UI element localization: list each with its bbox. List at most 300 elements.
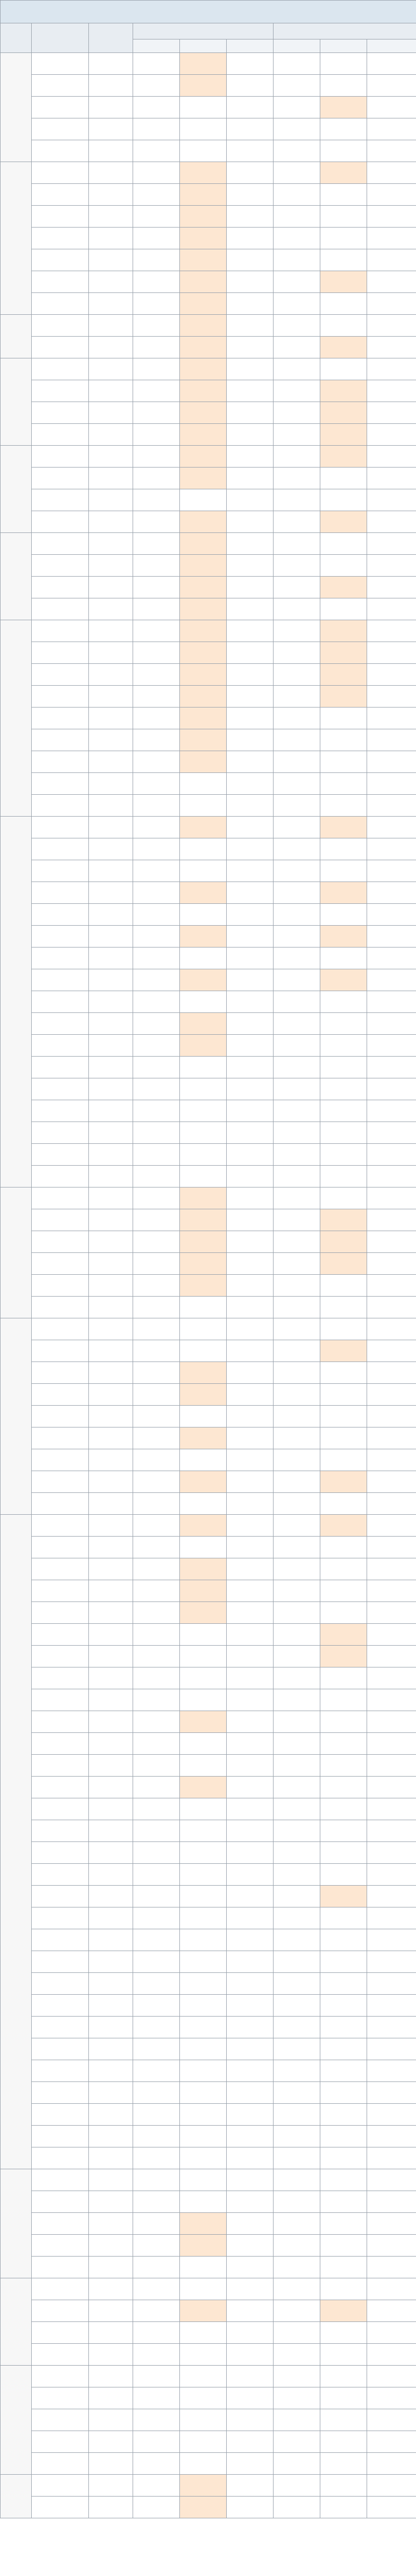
gov-cell <box>89 1493 133 1515</box>
plan-2023-boarding-cell <box>274 2475 320 2497</box>
plan-2023-cell <box>133 860 180 882</box>
result-2023-cell <box>180 773 227 795</box>
result-2023-cell <box>180 315 227 337</box>
result-2022-cell <box>227 184 274 206</box>
plan-2023-cell <box>133 817 180 838</box>
school-cell <box>32 1842 89 1864</box>
school-cell <box>32 1340 89 1362</box>
school-cell <box>32 2431 89 2453</box>
result-2022-boarding-cell <box>367 2409 416 2431</box>
table-row <box>1 358 416 380</box>
gov-cell <box>89 2409 133 2431</box>
gov-cell <box>89 882 133 904</box>
school-cell <box>32 1449 89 1471</box>
plan-2023-cell <box>133 228 180 249</box>
plan-2023-boarding-cell <box>274 1820 320 1842</box>
result-2023-cell <box>180 2213 227 2235</box>
school-cell <box>32 533 89 555</box>
table-row <box>1 1122 416 1144</box>
plan-2023-boarding-cell <box>274 97 320 118</box>
school-cell <box>32 1558 89 1580</box>
result-2023-cell <box>180 424 227 446</box>
gov-cell <box>89 337 133 358</box>
table-row <box>1 2497 416 2518</box>
gov-cell <box>89 2017 133 2038</box>
result-2022-cell <box>227 1537 274 1558</box>
table-row <box>1 2278 416 2300</box>
result-2023-cell <box>180 2453 227 2475</box>
table-row <box>1 1297 416 1318</box>
school-cell <box>32 2366 89 2387</box>
plan-2023-boarding-cell <box>274 773 320 795</box>
plan-2023-cell <box>133 1471 180 1493</box>
district-cell <box>1 358 32 446</box>
plan-2023-cell <box>133 664 180 686</box>
plan-2023-boarding-cell <box>274 1733 320 1755</box>
result-2023-cell <box>180 2191 227 2213</box>
school-cell <box>32 773 89 795</box>
plan-2023-boarding-cell <box>274 2017 320 2038</box>
school-cell <box>32 1231 89 1253</box>
gov-cell <box>89 1580 133 1602</box>
gov-cell <box>89 424 133 446</box>
result-2022-boarding-cell <box>367 1144 416 1166</box>
gov-cell <box>89 1842 133 1864</box>
result-2022-boarding-cell <box>367 533 416 555</box>
plan-2023-boarding-cell <box>274 402 320 424</box>
district-cell <box>1 446 32 533</box>
school-cell <box>32 468 89 489</box>
result-2022-boarding-cell <box>367 1886 416 1907</box>
result-2022-cell <box>227 1711 274 1733</box>
result-2023-boarding-cell <box>320 1907 367 1929</box>
result-2022-boarding-cell <box>367 1995 416 2017</box>
gov-cell <box>89 773 133 795</box>
table-row <box>1 337 416 358</box>
gov-cell <box>89 1689 133 1711</box>
school-cell <box>32 1057 89 1078</box>
plan-2023-cell <box>133 1100 180 1122</box>
result-2023-cell <box>180 2126 227 2147</box>
school-cell <box>32 53 89 75</box>
result-2022-cell <box>227 1995 274 2017</box>
district-cell <box>1 1187 32 1318</box>
plan-2023-boarding-cell <box>274 1340 320 1362</box>
result-2023-boarding-cell <box>320 228 367 249</box>
school-cell <box>32 947 89 969</box>
plan-2023-boarding-cell <box>274 598 320 620</box>
header-seq <box>1 23 32 53</box>
plan-2023-cell <box>133 2060 180 2082</box>
table-row <box>1 2344 416 2366</box>
plan-2023-cell <box>133 926 180 947</box>
result-2023-boarding-cell <box>320 1449 367 1471</box>
table-row <box>1 991 416 1013</box>
gov-cell <box>89 947 133 969</box>
plan-2023-boarding-cell <box>274 2169 320 2191</box>
result-2022-cell <box>227 1646 274 1667</box>
result-2023-cell <box>180 1689 227 1711</box>
result-2022-cell <box>227 1798 274 1820</box>
plan-2023-boarding-cell <box>274 1515 320 1537</box>
plan-2023-cell <box>133 686 180 708</box>
result-2023-cell <box>180 358 227 380</box>
result-2023-boarding-cell <box>320 773 367 795</box>
header-group-zhusu <box>274 23 416 39</box>
result-2022-cell <box>227 1624 274 1646</box>
plan-2023-cell <box>133 1907 180 1929</box>
result-2023-cell <box>180 446 227 468</box>
result-2022-boarding-cell <box>367 1013 416 1035</box>
plan-2023-boarding-cell <box>274 2147 320 2169</box>
plan-2023-cell <box>133 1646 180 1667</box>
plan-2023-cell <box>133 795 180 817</box>
plan-2023-cell <box>133 140 180 162</box>
subheader-result-2022 <box>227 39 274 53</box>
result-2022-boarding-cell <box>367 2453 416 2475</box>
plan-2023-cell <box>133 751 180 773</box>
plan-2023-boarding-cell <box>274 184 320 206</box>
school-cell <box>32 424 89 446</box>
table-row <box>1 1362 416 1384</box>
plan-2023-cell <box>133 315 180 337</box>
result-2023-cell <box>180 206 227 228</box>
result-2022-boarding-cell <box>367 1253 416 1275</box>
plan-2023-cell <box>133 2235 180 2257</box>
result-2022-boarding-cell <box>367 577 416 598</box>
table-row <box>1 1013 416 1035</box>
plan-2023-cell <box>133 1427 180 1449</box>
result-2022-boarding-cell <box>367 1602 416 1624</box>
result-2023-cell <box>180 2278 227 2300</box>
table-row <box>1 1602 416 1624</box>
result-2022-boarding-cell <box>367 75 416 97</box>
result-2023-cell <box>180 1122 227 1144</box>
result-2022-cell <box>227 598 274 620</box>
plan-2023-boarding-cell <box>274 1253 320 1275</box>
gov-cell <box>89 1209 133 1231</box>
result-2023-boarding-cell <box>320 620 367 642</box>
result-2022-cell <box>227 1733 274 1755</box>
result-2023-boarding-cell <box>320 577 367 598</box>
school-cell <box>32 402 89 424</box>
result-2022-cell <box>227 358 274 380</box>
result-2022-boarding-cell <box>367 1711 416 1733</box>
school-cell <box>32 446 89 468</box>
result-2023-cell <box>180 337 227 358</box>
gov-cell <box>89 1733 133 1755</box>
gov-cell <box>89 1755 133 1777</box>
result-2023-boarding-cell <box>320 2235 367 2257</box>
plan-2023-boarding-cell <box>274 1471 320 1493</box>
result-2022-boarding-cell <box>367 1166 416 1187</box>
result-2023-boarding-cell <box>320 1602 367 1624</box>
result-2022-boarding-cell <box>367 1275 416 1297</box>
plan-2023-boarding-cell <box>274 686 320 708</box>
result-2022-cell <box>227 2235 274 2257</box>
table-row <box>1 228 416 249</box>
school-cell <box>32 1907 89 1929</box>
result-2023-cell <box>180 1558 227 1580</box>
result-2022-cell <box>227 402 274 424</box>
plan-2023-cell <box>133 2344 180 2366</box>
school-cell <box>32 838 89 860</box>
plan-2023-cell <box>133 620 180 642</box>
result-2023-cell <box>180 53 227 75</box>
gov-cell <box>89 1711 133 1733</box>
result-2022-cell <box>227 1253 274 1275</box>
result-2023-cell <box>180 2169 227 2191</box>
school-cell <box>32 1798 89 1820</box>
result-2023-cell <box>180 1187 227 1209</box>
result-2023-cell <box>180 1144 227 1166</box>
plan-2023-cell <box>133 1711 180 1733</box>
plan-2023-boarding-cell <box>274 1667 320 1689</box>
school-cell <box>32 2322 89 2344</box>
result-2022-cell <box>227 555 274 577</box>
table-row <box>1 1187 416 1209</box>
result-2022-boarding-cell <box>367 991 416 1013</box>
school-cell <box>32 2344 89 2366</box>
school-cell <box>32 271 89 293</box>
plan-2023-cell <box>133 1013 180 1035</box>
result-2023-boarding-cell <box>320 1667 367 1689</box>
plan-2023-boarding-cell <box>274 337 320 358</box>
plan-2023-cell <box>133 1580 180 1602</box>
plan-2023-cell <box>133 1057 180 1078</box>
result-2023-cell <box>180 555 227 577</box>
result-2022-cell <box>227 2082 274 2104</box>
plan-2023-cell <box>133 1602 180 1624</box>
gov-cell <box>89 1624 133 1646</box>
table-row <box>1 926 416 947</box>
result-2023-boarding-cell <box>320 947 367 969</box>
result-2022-boarding-cell <box>367 2104 416 2126</box>
gov-cell <box>89 1667 133 1689</box>
result-2023-cell <box>180 577 227 598</box>
result-2023-boarding-cell <box>320 1864 367 1886</box>
plan-2023-cell <box>133 2453 180 2475</box>
result-2023-cell <box>180 751 227 773</box>
result-2022-cell <box>227 1013 274 1035</box>
gov-cell <box>89 729 133 751</box>
plan-2023-boarding-cell <box>274 53 320 75</box>
gov-cell <box>89 860 133 882</box>
gov-cell <box>89 1886 133 1907</box>
result-2022-boarding-cell <box>367 1209 416 1231</box>
gov-cell <box>89 1929 133 1951</box>
school-cell <box>32 1493 89 1515</box>
result-2022-cell <box>227 838 274 860</box>
plan-2023-boarding-cell <box>274 511 320 533</box>
plan-2023-cell <box>133 1231 180 1253</box>
table-row <box>1 773 416 795</box>
result-2023-boarding-cell <box>320 1013 367 1035</box>
plan-2023-boarding-cell <box>274 1537 320 1558</box>
table-row <box>1 1995 416 2017</box>
result-2023-cell <box>180 1384 227 1406</box>
plan-2023-boarding-cell <box>274 1864 320 1886</box>
plan-2023-boarding-cell <box>274 1449 320 1471</box>
school-cell <box>32 315 89 337</box>
district-cell <box>1 53 32 162</box>
result-2023-boarding-cell <box>320 1537 367 1558</box>
result-2022-boarding-cell <box>367 184 416 206</box>
result-2023-boarding-cell <box>320 729 367 751</box>
plan-2023-cell <box>133 511 180 533</box>
gov-cell <box>89 620 133 642</box>
school-cell <box>32 1646 89 1667</box>
result-2022-boarding-cell <box>367 358 416 380</box>
result-2023-boarding-cell <box>320 140 367 162</box>
result-2022-boarding-cell <box>367 2344 416 2366</box>
plan-2023-cell <box>133 424 180 446</box>
school-cell <box>32 1755 89 1777</box>
plan-2023-cell <box>133 184 180 206</box>
result-2022-boarding-cell <box>367 402 416 424</box>
table-row <box>1 1035 416 1057</box>
plan-2023-boarding-cell <box>274 2235 320 2257</box>
result-2023-cell <box>180 1406 227 1427</box>
result-2023-cell <box>180 1515 227 1537</box>
result-2022-boarding-cell <box>367 1362 416 1384</box>
plan-2023-boarding-cell <box>274 2431 320 2453</box>
gov-cell <box>89 1558 133 1580</box>
school-cell <box>32 1297 89 1318</box>
result-2022-boarding-cell <box>367 1515 416 1537</box>
result-2023-cell <box>180 184 227 206</box>
result-2023-boarding-cell <box>320 1624 367 1646</box>
result-2023-cell <box>180 1427 227 1449</box>
plan-2023-boarding-cell <box>274 1798 320 1820</box>
result-2023-boarding-cell <box>320 642 367 664</box>
result-2023-cell <box>180 686 227 708</box>
result-2023-boarding-cell <box>320 598 367 620</box>
school-cell <box>32 1427 89 1449</box>
result-2022-boarding-cell <box>367 1406 416 1427</box>
gov-cell <box>89 511 133 533</box>
result-2023-boarding-cell <box>320 249 367 271</box>
result-2023-cell <box>180 1820 227 1842</box>
table-row <box>1 1537 416 1558</box>
result-2023-boarding-cell <box>320 1057 367 1078</box>
gov-cell <box>89 2387 133 2409</box>
result-2023-cell <box>180 1842 227 1864</box>
school-cell <box>32 1537 89 1558</box>
plan-2023-cell <box>133 1122 180 1144</box>
result-2022-boarding-cell <box>367 1755 416 1777</box>
result-2023-boarding-cell <box>320 511 367 533</box>
result-2023-cell <box>180 1733 227 1755</box>
result-2022-boarding-cell <box>367 162 416 184</box>
table-row <box>1 118 416 140</box>
result-2023-cell <box>180 1711 227 1733</box>
result-2023-boarding-cell <box>320 533 367 555</box>
school-cell <box>32 162 89 184</box>
school-cell <box>32 1733 89 1755</box>
table-row <box>1 140 416 162</box>
plan-2023-boarding-cell <box>274 489 320 511</box>
plan-2023-boarding-cell <box>274 2409 320 2431</box>
school-cell <box>32 380 89 402</box>
result-2022-boarding-cell <box>367 2147 416 2169</box>
result-2022-boarding-cell <box>367 1558 416 1580</box>
table-row <box>1 1449 416 1471</box>
plan-2023-cell <box>133 402 180 424</box>
plan-2023-cell <box>133 2191 180 2213</box>
result-2023-cell <box>180 1646 227 1667</box>
gov-cell <box>89 795 133 817</box>
result-2022-boarding-cell <box>367 2082 416 2104</box>
plan-2023-cell <box>133 947 180 969</box>
table-row <box>1 795 416 817</box>
school-cell <box>32 991 89 1013</box>
result-2023-cell <box>180 598 227 620</box>
table-row <box>1 249 416 271</box>
plan-2023-boarding-cell <box>274 380 320 402</box>
gov-cell <box>89 1907 133 1929</box>
plan-2023-cell <box>133 1798 180 1820</box>
result-2022-boarding-cell <box>367 1297 416 1318</box>
table-row <box>1 1471 416 1493</box>
table-row <box>1 1078 416 1100</box>
plan-2023-boarding-cell <box>274 2126 320 2147</box>
table-row <box>1 75 416 97</box>
result-2023-boarding-cell <box>320 904 367 926</box>
result-2022-boarding-cell <box>367 1580 416 1602</box>
table-row <box>1 1275 416 1297</box>
result-2023-cell <box>180 795 227 817</box>
school-cell <box>32 1100 89 1122</box>
result-2023-cell <box>180 1493 227 1515</box>
gov-cell <box>89 118 133 140</box>
school-cell <box>32 2453 89 2475</box>
plan-2023-boarding-cell <box>274 2366 320 2387</box>
subheader-plan-2023 <box>133 39 180 53</box>
gov-cell <box>89 75 133 97</box>
result-2023-cell <box>180 1318 227 1340</box>
plan-2023-boarding-cell <box>274 358 320 380</box>
result-2023-cell <box>180 2104 227 2126</box>
result-2022-boarding-cell <box>367 2300 416 2322</box>
result-2022-cell <box>227 1515 274 1537</box>
result-2023-cell <box>180 882 227 904</box>
table-row <box>1 817 416 838</box>
plan-2023-boarding-cell <box>274 118 320 140</box>
table-row <box>1 2169 416 2191</box>
result-2022-cell <box>227 2213 274 2235</box>
result-2022-boarding-cell <box>367 1384 416 1406</box>
table-row <box>1 1798 416 1820</box>
table-row <box>1 511 416 533</box>
result-2022-boarding-cell <box>367 1864 416 1886</box>
result-2023-boarding-cell <box>320 1798 367 1820</box>
plan-2023-cell <box>133 1864 180 1886</box>
plan-2023-boarding-cell <box>274 969 320 991</box>
result-2022-cell <box>227 926 274 947</box>
gov-cell <box>89 315 133 337</box>
plan-2023-boarding-cell <box>274 1558 320 1580</box>
table-row <box>1 1057 416 1078</box>
table-row <box>1 1667 416 1689</box>
result-2022-boarding-cell <box>367 315 416 337</box>
result-2022-cell <box>227 817 274 838</box>
plan-2023-cell <box>133 1624 180 1646</box>
district-cell <box>1 1318 32 1515</box>
table-row <box>1 1951 416 1973</box>
result-2022-cell <box>227 249 274 271</box>
table-row <box>1 1558 416 1580</box>
